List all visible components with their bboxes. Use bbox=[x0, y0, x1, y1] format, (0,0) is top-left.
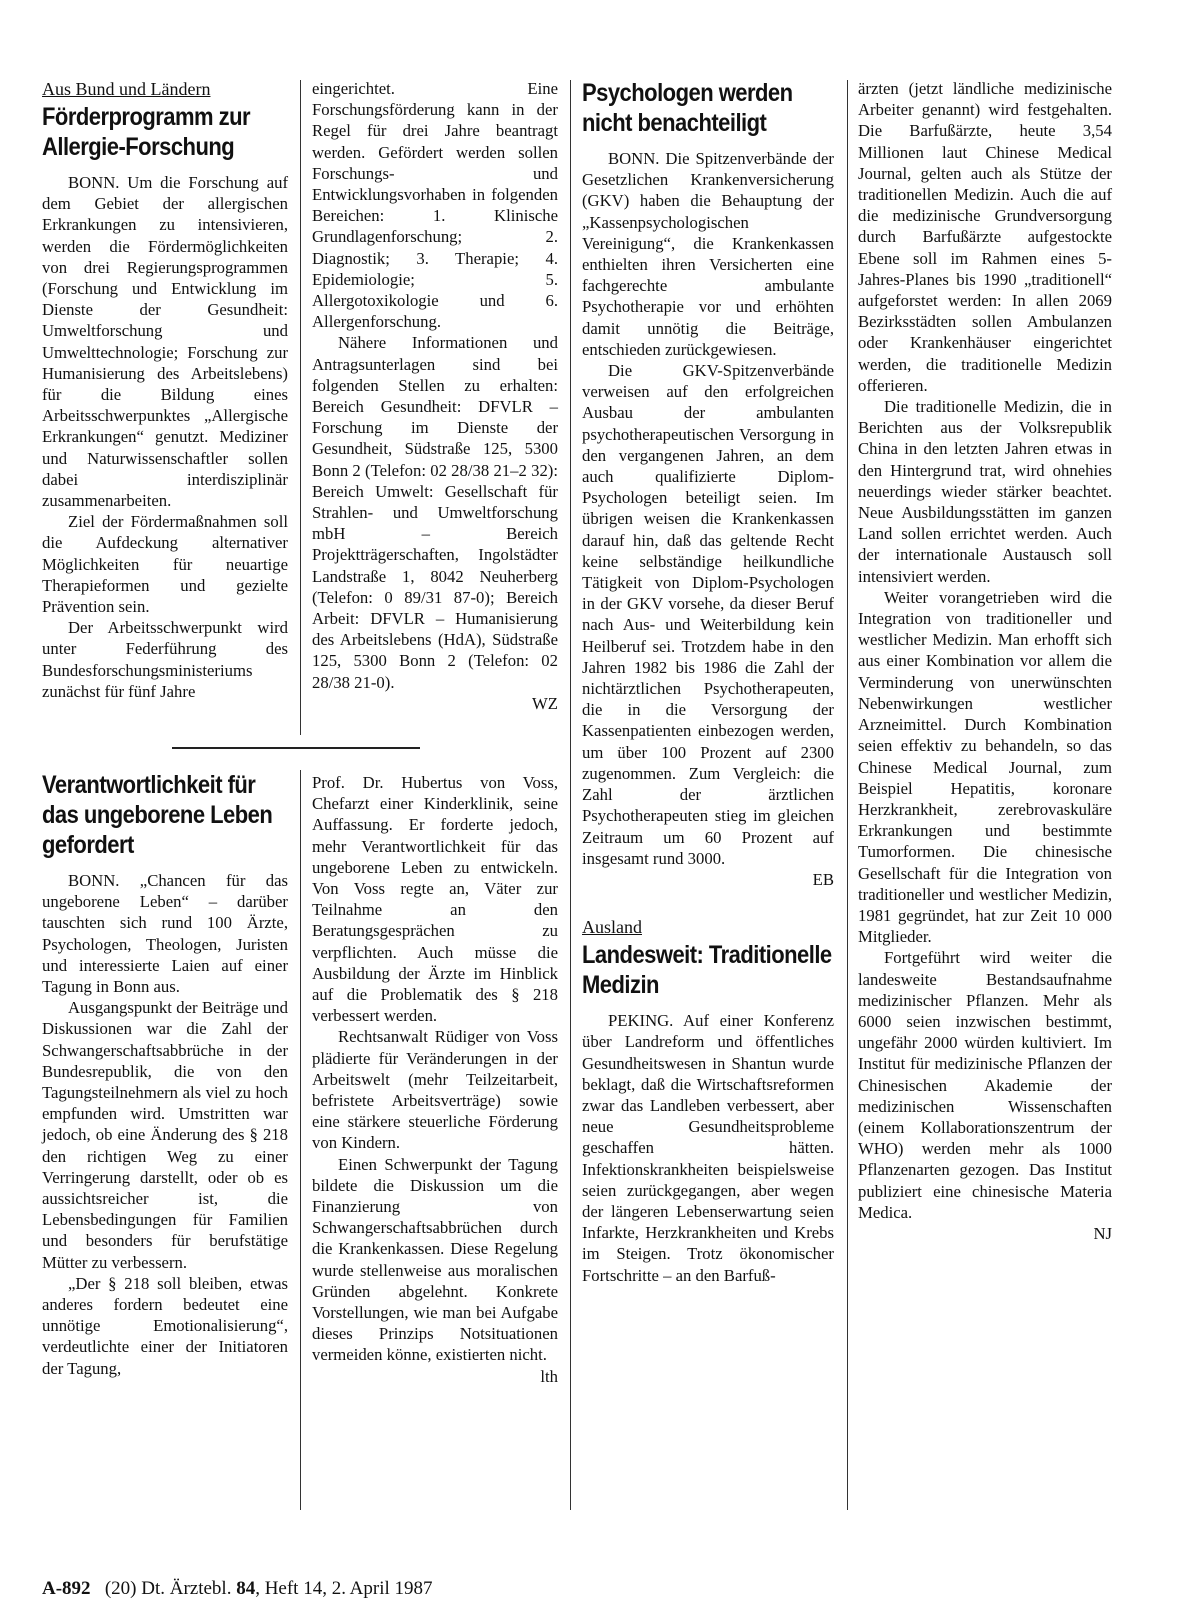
paragraph: Weiter vorangetrieben wird die Integration von traditioneller und westlicher Medizin. Man erhofft sich aus einer Kombination vor allem die Verminderung von unerwünschten Nebenwirkungen westlicher Arzneimittel. Durch Kombination seien effektiv zu behandeln, so das Chinese Medical Journal, zum Beispiel Hepatitis, koronare Herzkrankheit, zerebrovaskuläre Erkrankungen und bestimmte Tumorformen. Die chinesische Gesellschaft für die Integration von traditioneller und westlicher Medizin, 1981 gegründet, hat zur Zeit 10 000 Mitglieder. bbox=[858, 587, 1112, 947]
paragraph: Ziel der Fördermaßnahmen soll die Aufdeckung alternativer Möglichkeiten für neuartige Therapieformen und gezielte Prävention sein. bbox=[42, 512, 288, 617]
section-label: Ausland bbox=[582, 917, 642, 938]
page-sub-number: (20) bbox=[104, 1578, 137, 1599]
paragraph: BONN. Die Spitzenverbände der Gesetzlichen Krankenversicherung (GKV) haben die Behauptung der „Kassenpsychologischen Vereinigung“, die Krankenkassen enthielten ihren Versicherten eine fachgerechte ambulante Psychotherapie vor und erhöhten damit unnötig die Beiträge, entschieden zurückgewiesen. bbox=[582, 149, 834, 359]
paragraph: BONN. Um die Forschung auf dem Gebiet der allergischen Erkrankungen zu intensivieren, werden die Fördermöglichkeiten von drei Regierungsprogrammen (Forschung und Entwicklung im Dienste der Gesundheit: Umweltforschung und Umwelttechnologie; Forschung zur Humanisierung des Arbeitslebens) für die Bildung eines Arbeitsschwerpunktes „Allergische Erkrankungen“ genutzt. Mediziner und Naturwissenschaftler sollen dabei interdisziplinär zusammenarbeiten. bbox=[42, 173, 288, 511]
headline: Landesweit: Traditionelle Medizin bbox=[582, 941, 832, 1000]
paragraph: ärzten (jetzt ländliche medizinische Arbeiter genannt) wird festgehalten. Die Barfußärzte, heute 3,54 Millionen laut Chinese Medical Journal, gelten auch als Stütze der traditionellen Medizin. Auch die auf die medizinische Grundversorgung durch Barfußärzte aufgestockte Ebene soll im Rahmen eines 5-Jahres-Planes bis 1990 „traditionell“ aufgeforstet werden: In allen 2069 Bezirksstädten sollen Ambulanzen oder Krankenhäuser eingerichtet werden, die traditionelle Medizin offerieren. bbox=[858, 79, 1112, 395]
article-separator bbox=[172, 747, 420, 749]
column-divider bbox=[847, 80, 848, 1510]
article1-column-2 bbox=[312, 78, 558, 714]
article2-column-1 bbox=[42, 770, 288, 1379]
article3-column bbox=[582, 78, 834, 1286]
paragraph: Die GKV-Spitzenverbände verweisen auf den erfolgreichen Ausbau der ambulanten psychotherapeutischen Versorgung in den vergangenen Jahren, an dem auch qualifizierte Diplom-Psychologen beteiligt seien. Im übrigen weisen die Krankenkassen darauf hin, daß das geltende Recht keine selbständige heilkundliche Tätigkeit von Diplom-Psychologen in der GKV vorsehe, da dieser Beruf nach Aus- und Weiterbildung kein Heilberuf sei. Trotzdem habe in den Jahren 1982 bis 1986 die Zahl der nichtärztlichen Psychotherapeuten, die in die Versorgung der Kassenpatienten einbezogen werden, um über 100 Prozent auf 2300 zugenommen. Zum Vergleich: die Zahl der ärztlichen Psychotherapeuten stieg im gleichen Zeitraum um 60 Prozent auf insgesamt rund 3000. bbox=[582, 361, 834, 868]
author-signature: EB bbox=[812, 869, 834, 889]
article1-column-1 bbox=[42, 78, 288, 702]
article2-column-2 bbox=[312, 772, 558, 1387]
paragraph: Die traditionelle Medizin, die in Berichten aus der Volksrepublik China in den letzten Jahren etwas in den Hintergrund trat, wird ohnehies neuerdings wieder stärker beachtet. Neue Ausbildungsstätten im ganzen Land sollen errichtet werden. Auch der internationale Austausch soll intensiviert werden. bbox=[858, 397, 1112, 586]
headline: Förderprogramm zur Allergie-Forschung bbox=[42, 103, 251, 161]
headline: Psychologen werden nicht benachteiligt bbox=[582, 79, 793, 137]
paragraph: Nähere Informationen und Antragsunterlagen sind bei folgenden Stellen zu erhalten: Bereich Gesundheit: DFVLR – Forschung im Dienste der Gesundheit, Südstraße 125, 5300 Bonn 2 (Telefon: 02 28/38 21–2 32): Bereich Umwelt: Gesellschaft für Strahlen- und Umweltforschung mbH – Bereich Projektträgerschaften, Ingolstädter Landstraße 1, 8042 Neuherberg (Telefon: 0 89/31 87-0); Bereich Arbeit: DFVLR – Humanisierung des Arbeitslebens (HdA), Südstraße 125, 5300 Bonn 2 (Telefon: 02 28/38 21-0). bbox=[312, 333, 558, 692]
paragraph: Prof. Dr. Hubertus von Voss, Chefarzt einer Kinderklinik, seine Auffassung. Er forderte jedoch, mehr Verantwortlichkeit für das ungeborene Leben zu entwickeln. Von Voss regte an, Väter zur Teilnahme an den Beratungsgesprächen zu verpflichten. Auch müsse die Ausbildung der Ärzte im Hinblick auf die Problematik des § 218 verbessert werden. bbox=[312, 773, 558, 1026]
paragraph: Einen Schwerpunkt der Tagung bildete die Diskussion um die Finanzierung von Schwangerschaftsabbrüchen durch die Krankenkassen. Diese Regelung wurde stellenweise aus moralischen Gründen abgelehnt. Konkrete Vorstellungen, wie man bei Aufgabe dieses Prinzips Notsituationen vermeiden könne, existierten nicht. bbox=[312, 1154, 558, 1365]
paragraph: eingerichtet. Eine Forschungsförderung kann in der Regel für drei Jahre beantragt werden. Gefördert werden sollen Forschungs- und Entwicklungsvorhaben in folgenden Bereichen: 1. Klinische Grundlagenforschung; 2. Diagnostik; 3. Therapie; 4. Epidemiologie; 5. Allergotoxikologie und 6. Allergenforschung. bbox=[312, 79, 558, 332]
headline: Verantwortlichkeit für das ungeborene Leben gefordert bbox=[42, 771, 273, 859]
page-footer: A-892 (20) Dt. Ärztebl. 84, Heft 14, 2. April 1987 bbox=[42, 1578, 433, 1599]
paragraph: Der Arbeitsschwerpunkt wird unter Federführung des Bundesforschungsministeriums zunächst für fünf Jahre bbox=[42, 618, 288, 701]
journal-name: Dt. Ärztebl. bbox=[141, 1578, 232, 1599]
issue-date: Heft 14, 2. April 1987 bbox=[264, 1578, 433, 1599]
paragraph: BONN. „Chancen für das ungeborene Leben“ – darüber tauschten sich rund 100 Ärzte, Psychologen, Theologen, Juristen und interessierte Laien auf einer Tagung in Bonn aus. bbox=[42, 871, 288, 997]
paragraph: Rechtsanwalt Rüdiger von Voss plädierte für Veränderungen in der Arbeitswelt (mehr Teilzeitarbeit, befristete Arbeitsverträge) sowie eine stärkere steuerliche Förderung von Kindern. bbox=[312, 1027, 558, 1153]
column-divider bbox=[570, 80, 571, 1510]
article4-column bbox=[858, 78, 1112, 1244]
column-divider bbox=[300, 770, 301, 1510]
paragraph: Fortgeführt wird weiter die landesweite Bestandsaufnahme medizinischer Pflanzen. Mehr als 6000 seien inzwischen bestimmt, ungefähr 2000 würden kultiviert. Im Institut für medizinische Pflanzen der Chinesischen Akademie der medizinischen Wissenschaften (einem Kollaborationszentrum der WHO) werden mehr als 1000 Pflanzenarten gezogen. Das Institut publiziert eine chinesische Materia Medica. bbox=[858, 948, 1112, 1222]
author-signature: lth bbox=[540, 1366, 558, 1386]
author-signature: WZ bbox=[532, 693, 558, 713]
volume-number: 84 bbox=[236, 1578, 256, 1599]
author-signature: NJ bbox=[1093, 1223, 1112, 1243]
section-label: Aus Bund und Ländern bbox=[42, 79, 211, 99]
paragraph: „Der § 218 soll bleiben, etwas anderes fordern bedeutet eine unnötige Emotionalisierung“, verdeutlichte einer der Initiatoren der Tagung, bbox=[42, 1273, 288, 1378]
column-divider bbox=[300, 80, 301, 735]
page-number: A-892 bbox=[42, 1578, 91, 1599]
paragraph: Ausgangspunkt der Beiträge und Diskussionen war die Zahl der Schwangerschaftsabbrüche in der Bundesrepublik, die von den Tagungsteilnehmern als viel zu hoch empfunden wird. Umstritten war jedoch, ob eine Änderung des § 218 den richtigen Weg zu einer Verringerung darstellt, oder ob es aussichtsreicher ist, die Lebensbedingungen für Familien und besonders für berufstätige Mütter zu verbessern. bbox=[42, 998, 288, 1272]
paragraph: PEKING. Auf einer Konferenz über Landreform und öffentliches Gesundheitswesen in Shantun wurde beklagt, daß die Wirtschaftsreformen zwar das Landleben verbessert, aber neue Gesundheitsprobleme geschaffen hätten. Infektionskrankheiten beispielsweise seien zurückgegangen, aber wegen der längeren Lebenserwartung seien Infarkte, Herzkrankheiten und Krebs im Steigen. Trotz ökonomischer Fortschritte – an den Barfuß- bbox=[582, 1011, 834, 1285]
